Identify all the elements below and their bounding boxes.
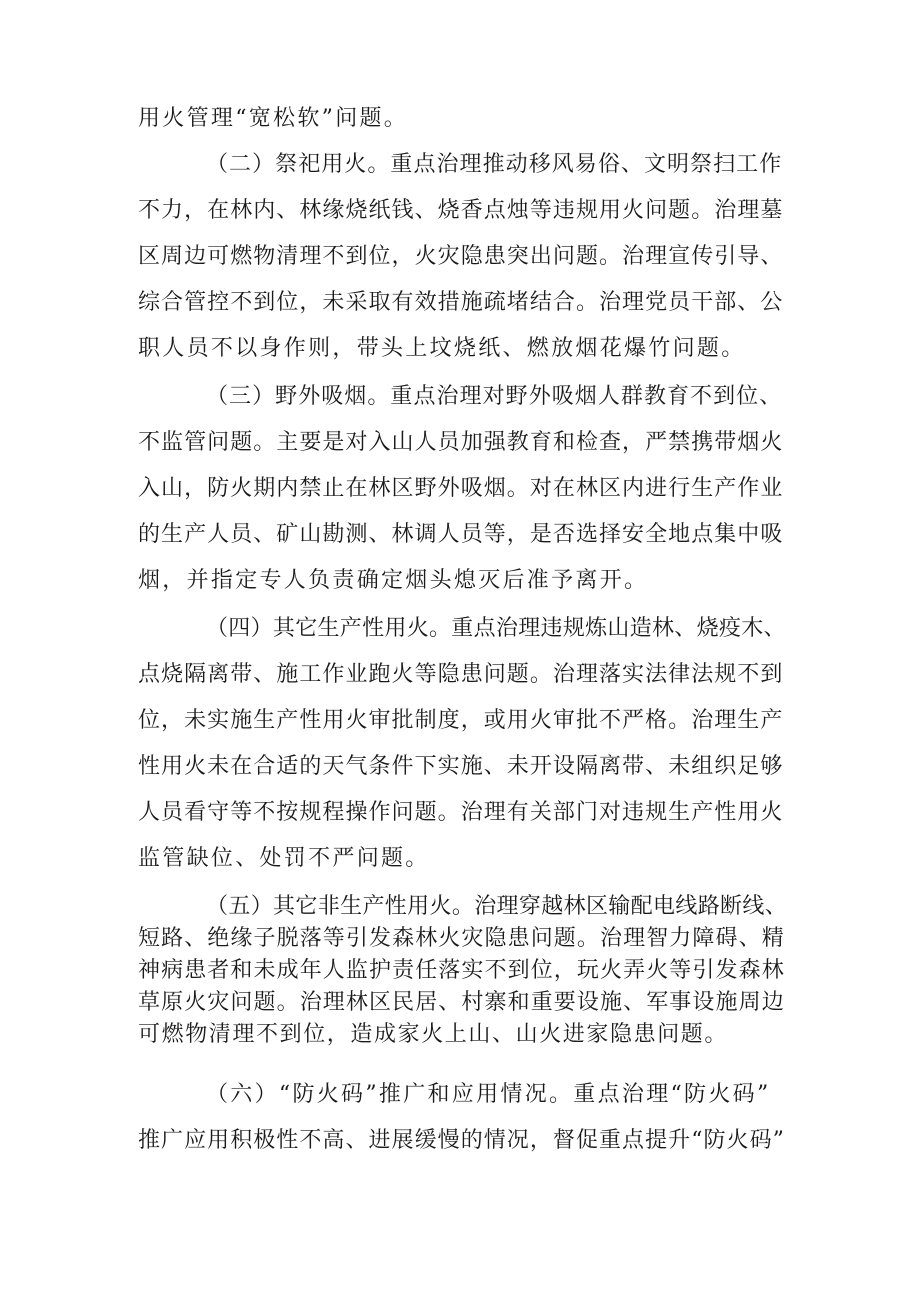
text-line: 性用火未在合适的天气条件下实施、未开设隔离带、未组织足够 xyxy=(138,754,784,779)
text-line: 不监管问题。主要是对入山人员加强教育和检查，严禁携带烟火 xyxy=(138,430,784,455)
text-line: 位，未实施生产性用火审批制度，或用火审批不严格。治理生产 xyxy=(138,708,784,733)
text-line: 职人员不以身作则，带头上坟烧纸、燃放烟花爆竹问题。 xyxy=(138,336,746,361)
section-heading-line: （二）祭祀用火。重点治理推动移风易俗、文明祭扫工作 xyxy=(206,152,783,177)
section-heading-line: （五）其它非生产性用火。治理穿越林区输配电线路断线、 xyxy=(206,894,788,919)
text-line: 推广应用积极性不高、进展缓慢的情况，督促重点提升“防火码” xyxy=(138,1128,785,1153)
section-heading-line: （四）其它生产性用火。重点治理违规炼山造林、烧疫木、 xyxy=(206,616,786,641)
text-line: 人员看守等不按规程操作问题。治理有关部门对违规生产性用火 xyxy=(138,800,784,825)
text-line: 短路、绝缘子脱落等引发森林火灾隐患问题。治理智力障碍、精 xyxy=(138,926,785,951)
text-line: 草原火灾问题。治理林区民居、村寨和重要设施、军事设施周边 xyxy=(138,990,785,1015)
text-line: 的生产人员、矿山勘测、林调人员等，是否选择安全地点集中吸 xyxy=(138,522,784,547)
text-line: 神病患者和未成年人监护责任落实不到位，玩火弄火等引发森林 xyxy=(138,958,785,983)
text-line: 烟，并指定专人负责确定烟头熄灭后准予离开。 xyxy=(138,568,649,593)
text-line: 点烧隔离带、施工作业跑火等隐患问题。治理落实法律法规不到 xyxy=(138,662,784,687)
text-line: 区周边可燃物清理不到位，火灾隐患突出问题。治理宣传引导、 xyxy=(138,244,784,269)
text-line: 入山，防火期内禁止在林区野外吸烟。对在林区内进行生产作业 xyxy=(138,476,784,501)
text-line: 不力，在林内、林缘烧纸钱、烧香点烛等违规用火问题。治理墓 xyxy=(138,198,784,223)
text-line: 综合管控不到位，未采取有效措施疏堵结合。治理党员干部、公 xyxy=(138,290,784,315)
text-line: 用火管理“宽松软”问题。 xyxy=(138,106,409,131)
section-heading-line: （三）野外吸烟。重点治理对野外吸烟人群教育不到位、 xyxy=(206,384,783,409)
text-line: 监管缺位、处罚不严问题。 xyxy=(138,846,430,871)
text-line: 可燃物清理不到位，造成家火上山、山火进家隐患问题。 xyxy=(138,1022,729,1047)
section-heading-line: （六）“防火码”推广和应用情况。重点治理“防火码” xyxy=(206,1082,771,1107)
